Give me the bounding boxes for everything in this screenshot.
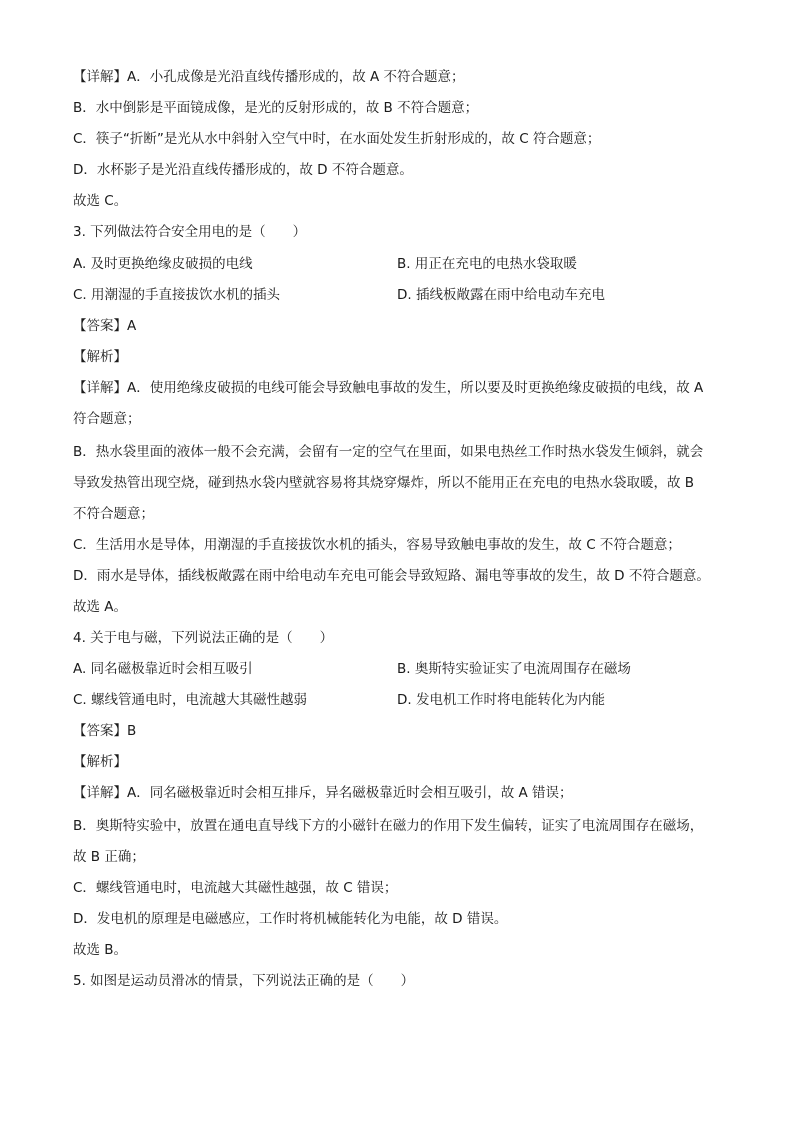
q3-option-d: D. 插线板敞露在雨中给电动车充电 xyxy=(397,287,605,303)
q3-explanation-c: C．生活用水是导体，用潮湿的手直接拔饮水机的插头，容易导致触电事故的发生，故 C 不符合题意； xyxy=(73,537,681,553)
q3-explanation-a: 【详解】A．使用绝缘皮破损的电线可能会导致触电事故的发生，所以要及时更换绝缘皮破损的电线，故 A xyxy=(73,380,704,396)
q2-explanation-d: D．水杯影子是光沿直线传播形成的，故 D 不符合题意。 xyxy=(73,162,413,178)
q4-conclusion: 故选 B。 xyxy=(73,942,128,958)
q4-option-c: C. 螺线管通电时，电流越大其磁性越弱 xyxy=(73,692,308,708)
q4-explanation-b-cont: 故 B 正确； xyxy=(73,849,145,865)
q3-explanation-b: B．热水袋里面的液体一般不会充满，会留有一定的空气在里面，如果电热丝工作时热水袋发生倾斜，就会 xyxy=(73,444,704,460)
q4-option-d: D. 发电机工作时将电能转化为内能 xyxy=(397,692,605,708)
q4-explanation-c: C．螺线管通电时，电流越大其磁性越强，故 C 错误； xyxy=(73,880,398,896)
q3-option-a: A. 及时更换绝缘皮破损的电线 xyxy=(73,256,253,272)
q5-question: 5. 如图是运动员滑冰的情景，下列说法正确的是（ ） xyxy=(73,973,415,989)
q4-explanation-a: 【详解】A．同名磁极靠近时会相互排斥，异名磁极靠近时会相互吸引，故 A 错误； xyxy=(73,785,573,801)
q3-conclusion: 故选 A。 xyxy=(73,599,128,615)
q3-option-c: C. 用潮湿的手直接拔饮水机的插头 xyxy=(73,287,281,303)
q3-explanation-b-cont: 导致发热管出现空烧，碰到热水袋内壁就容易将其烧穿爆炸，所以不能用正在充电的电热水袋取暖，故 B xyxy=(73,475,695,491)
q3-explanation-b-cont2: 不符合题意； xyxy=(73,506,154,522)
q4-explanation-b: B．奥斯特实验中，放置在通电直导线下方的小磁针在磁力的作用下发生偏转，证实了电流周围存在磁场， xyxy=(73,818,704,834)
q3-explanation-a-cont: 符合题意； xyxy=(73,411,141,427)
q3-answer: 【答案】A xyxy=(73,318,137,334)
q2-explanation-b: B．水中倒影是平面镜成像，是光的反射形成的，故 B 不符合题意； xyxy=(73,100,479,116)
q4-answer: 【答案】B xyxy=(73,723,137,739)
q3-analysis-heading: 【解析】 xyxy=(73,349,127,365)
q2-explanation-a: 【详解】A．小孔成像是光沿直线传播形成的，故 A 不符合题意； xyxy=(73,69,465,85)
q4-analysis-heading: 【解析】 xyxy=(73,754,127,770)
q2-conclusion: 故选 C。 xyxy=(73,193,128,209)
q3-question: 3. 下列做法符合安全用电的是（ ） xyxy=(73,224,307,240)
q3-option-b: B. 用正在充电的电热水袋取暖 xyxy=(397,256,577,272)
q4-option-b: B. 奥斯特实验证实了电流周围存在磁场 xyxy=(397,661,631,677)
q4-explanation-d: D．发电机的原理是电磁感应，工作时将机械能转化为电能，故 D 错误。 xyxy=(73,911,508,927)
q4-option-a: A. 同名磁极靠近时会相互吸引 xyxy=(73,661,253,677)
q2-explanation-c: C．筷子“折断”是光从水中斜射入空气中时，在水面处发生折射形成的，故 C 符合题意； xyxy=(73,131,601,147)
q3-explanation-d: D．雨水是导体，插线板敞露在雨中给电动车充电可能会导致短路、漏电等事故的发生，故 D 不符合题意。 xyxy=(73,568,710,584)
q4-question: 4. 关于电与磁，下列说法正确的是（ ） xyxy=(73,630,334,646)
